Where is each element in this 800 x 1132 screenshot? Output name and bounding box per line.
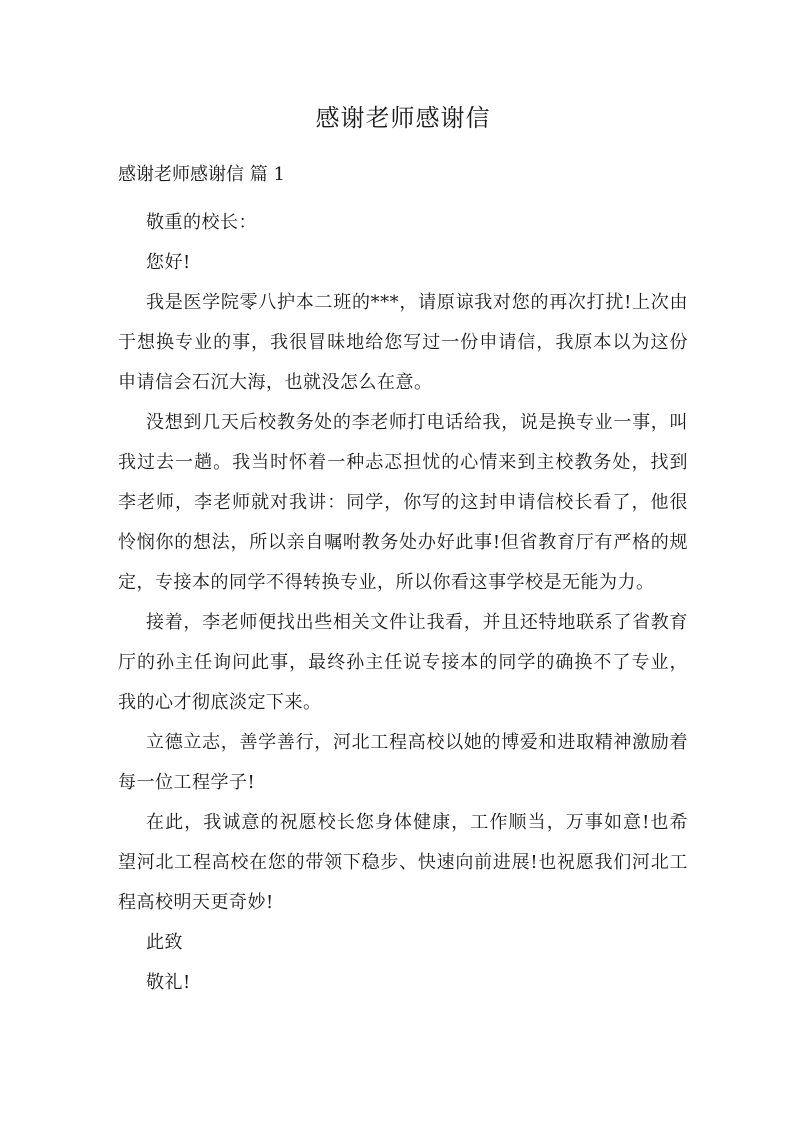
body-paragraph-2: 没想到几天后校教务处的李老师打电话给我，说是换专业一事，叫我过去一趟。我当时怀着一种忐忑担忧的心情来到主校教务处，找到李老师，李老师就对我讲：同学，你写的这封申请信校长看了，他很怜悯你的想法，所以亲自嘱咐教务处办好此事!但省教育厅有严格的规定，专接本的同学不得转换专业，所以你看这事学校是无能为力。 bbox=[118, 412, 688, 593]
body-paragraph-1: 我是医学院零八护本二班的***，请原谅我对您的再次打扰!上次由于想换专业的事，我很冒昧地给您写过一份申请信，我原本以为这份申请信会石沉大海，也就没怎么在意。 bbox=[118, 292, 688, 393]
body-paragraph-3: 接着，李老师便找出些相关文件让我看，并且还特地联系了省教育厅的孙主任询问此事，最终孙主任说专接本的同学的确换不了专业，我的心才彻底淡定下来。 bbox=[118, 612, 688, 713]
closing-salute: 敬礼! bbox=[146, 972, 191, 993]
body-paragraph-4: 立德立志，善学善行，河北工程高校以她的博爱和进取精神激励着每一位工程学子! bbox=[118, 732, 688, 793]
closing-line: 此致 bbox=[146, 932, 183, 953]
section-heading: 感谢老师感谢信 篇 1 bbox=[118, 164, 285, 185]
greeting: 您好! bbox=[146, 252, 191, 273]
salutation: 敬重的校长： bbox=[146, 212, 257, 233]
body-paragraph-5: 在此，我诚意的祝愿校长您身体健康，工作顺当，万事如意!也希望河北工程高校在您的带领下稳步、快速向前进展!也祝愿我们河北工程高校明天更奇妙! bbox=[118, 812, 688, 913]
document-title: 感谢老师感谢信 bbox=[315, 104, 491, 132]
